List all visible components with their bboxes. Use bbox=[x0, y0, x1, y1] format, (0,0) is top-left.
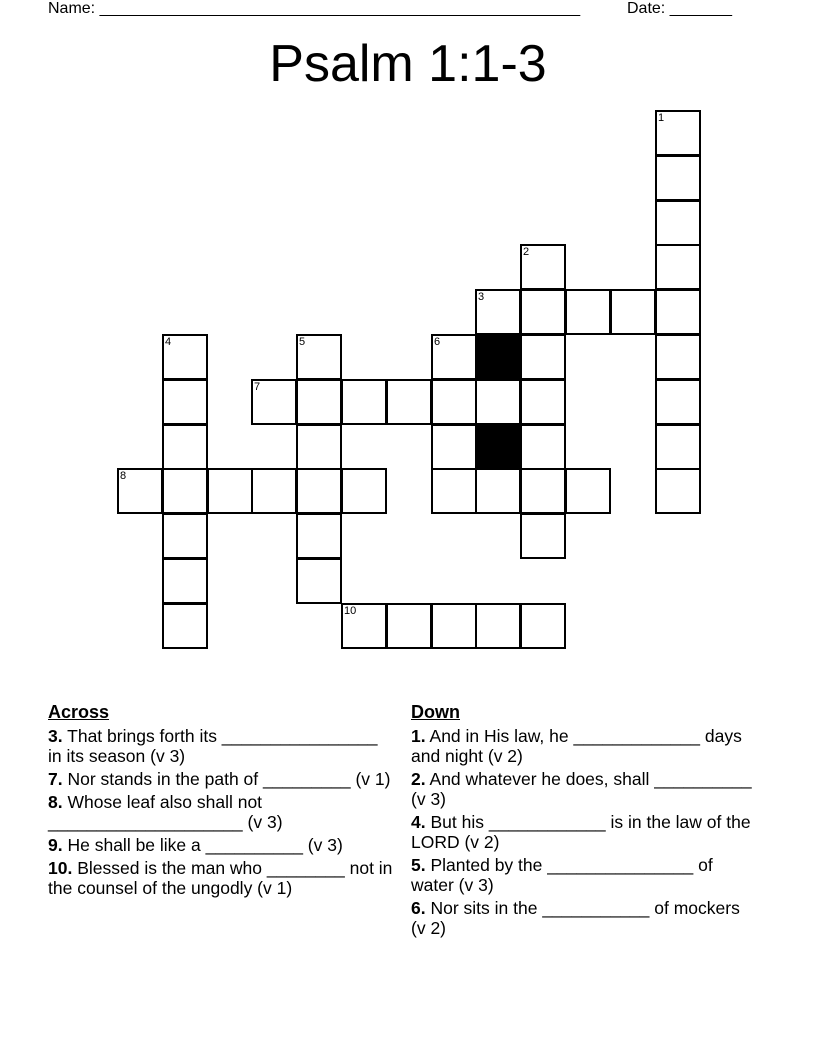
clue-text: Nor stands in the path of _________ (v 1) bbox=[67, 769, 391, 789]
crossword-cell[interactable] bbox=[520, 334, 566, 380]
crossword-cell[interactable] bbox=[565, 468, 611, 514]
page-title: Psalm 1:1-3 bbox=[269, 35, 547, 93]
clue-text: Whose leaf also shall not ____________________ (v 3) bbox=[48, 792, 283, 832]
crossword-cell[interactable] bbox=[475, 289, 521, 335]
crossword-cell[interactable] bbox=[655, 155, 701, 201]
date-field: Date: _______ bbox=[627, 0, 732, 17]
clue-number: 8. bbox=[48, 792, 63, 812]
across-clue bbox=[48, 858, 393, 898]
crossword-cell[interactable] bbox=[341, 603, 387, 649]
crossword-cell[interactable] bbox=[520, 513, 566, 559]
across-clue bbox=[48, 835, 393, 855]
crossword-cell[interactable] bbox=[251, 468, 297, 514]
crossword-cell[interactable] bbox=[655, 424, 701, 470]
crossword-cell[interactable] bbox=[431, 424, 477, 470]
crossword-cell[interactable] bbox=[162, 379, 208, 425]
clue-number: 10. bbox=[48, 858, 73, 878]
cell-number: 10 bbox=[344, 605, 357, 617]
cell-number: 8 bbox=[120, 470, 127, 482]
crossword-cell[interactable] bbox=[431, 468, 477, 514]
crossword-cell[interactable] bbox=[520, 603, 566, 649]
crossword-cell[interactable] bbox=[341, 468, 387, 514]
crossword-cell[interactable] bbox=[296, 468, 342, 514]
crossword-cell[interactable] bbox=[296, 424, 342, 470]
crossword-cell[interactable] bbox=[655, 289, 701, 335]
crossword-cell[interactable] bbox=[117, 468, 163, 514]
down-clue bbox=[411, 855, 756, 895]
clue-number: 1. bbox=[411, 726, 426, 746]
blocked-cell bbox=[475, 334, 521, 380]
across-clues bbox=[48, 702, 393, 901]
clue-number: 3. bbox=[48, 726, 63, 746]
clue-text: And in His law, he _____________ days and night (v 2) bbox=[411, 726, 742, 766]
cell-number: 4 bbox=[165, 336, 172, 348]
cell-number: 3 bbox=[478, 291, 485, 303]
down-clue bbox=[411, 812, 756, 852]
crossword-cell[interactable] bbox=[520, 244, 566, 290]
clue-number: 6. bbox=[411, 898, 426, 918]
crossword-cell[interactable] bbox=[431, 603, 477, 649]
across-clue bbox=[48, 726, 393, 766]
crossword-cell[interactable] bbox=[520, 289, 566, 335]
crossword-cell[interactable] bbox=[431, 379, 477, 425]
crossword-cell[interactable] bbox=[251, 379, 297, 425]
crossword-cell[interactable] bbox=[162, 468, 208, 514]
across-clue bbox=[48, 792, 393, 832]
crossword-cell[interactable] bbox=[296, 379, 342, 425]
crossword-cell[interactable] bbox=[162, 558, 208, 604]
cell-number: 5 bbox=[299, 336, 306, 348]
crossword-cell[interactable] bbox=[341, 379, 387, 425]
crossword-cell[interactable] bbox=[655, 379, 701, 425]
crossword-cell[interactable] bbox=[162, 424, 208, 470]
across-heading: Across bbox=[48, 702, 110, 722]
crossword-cell[interactable] bbox=[655, 200, 701, 246]
cell-number: 7 bbox=[254, 381, 261, 393]
clue-text: Planted by the _______________ of water (v 3) bbox=[411, 855, 713, 895]
crossword-cell[interactable] bbox=[565, 289, 611, 335]
crossword-cell[interactable] bbox=[475, 603, 521, 649]
crossword-cell[interactable] bbox=[520, 379, 566, 425]
down-clue bbox=[411, 726, 756, 766]
crossword-cell[interactable] bbox=[386, 603, 432, 649]
down-clue bbox=[411, 898, 756, 938]
cell-number: 1 bbox=[658, 112, 665, 124]
crossword-cell[interactable] bbox=[475, 379, 521, 425]
crossword-cell[interactable] bbox=[520, 424, 566, 470]
clue-text: That brings forth its ________________ in its season (v 3) bbox=[48, 726, 378, 766]
crossword-cell[interactable] bbox=[162, 334, 208, 380]
down-clues bbox=[411, 702, 756, 941]
crossword-cell[interactable] bbox=[431, 334, 477, 380]
crossword-cell[interactable] bbox=[162, 513, 208, 559]
crossword-cell[interactable] bbox=[655, 334, 701, 380]
cell-number: 2 bbox=[523, 246, 530, 258]
down-heading: Down bbox=[411, 702, 460, 722]
crossword-cell[interactable] bbox=[655, 110, 701, 156]
clue-text: But his ____________ is in the law of the LORD (v 2) bbox=[411, 812, 751, 852]
crossword-cell[interactable] bbox=[296, 558, 342, 604]
crossword-cell[interactable] bbox=[655, 244, 701, 290]
crossword-cell[interactable] bbox=[296, 513, 342, 559]
cell-number: 6 bbox=[434, 336, 441, 348]
crossword-cell[interactable] bbox=[520, 468, 566, 514]
clue-text: Nor sits in the ___________ of mockers (v 2) bbox=[411, 898, 740, 938]
clue-number: 2. bbox=[411, 769, 426, 789]
clue-number: 9. bbox=[48, 835, 63, 855]
clue-text: Blessed is the man who ________ not in the counsel of the ungodly (v 1) bbox=[48, 858, 393, 898]
clue-text: He shall be like a __________ (v 3) bbox=[67, 835, 343, 855]
clue-number: 7. bbox=[48, 769, 63, 789]
crossword-cell[interactable] bbox=[610, 289, 656, 335]
clue-number: 5. bbox=[411, 855, 426, 875]
clue-text: And whatever he does, shall __________ (v 3) bbox=[411, 769, 752, 809]
clue-number: 4. bbox=[411, 812, 426, 832]
name-field: Name: ______________________________________________________ bbox=[48, 0, 581, 17]
crossword-cell[interactable] bbox=[207, 468, 253, 514]
crossword-cell[interactable] bbox=[162, 603, 208, 649]
crossword-cell[interactable] bbox=[655, 468, 701, 514]
down-clue bbox=[411, 769, 756, 809]
crossword-cell[interactable] bbox=[296, 334, 342, 380]
blocked-cell bbox=[475, 424, 521, 470]
crossword-cell[interactable] bbox=[386, 379, 432, 425]
crossword-cell[interactable] bbox=[475, 468, 521, 514]
across-clue bbox=[48, 769, 393, 789]
